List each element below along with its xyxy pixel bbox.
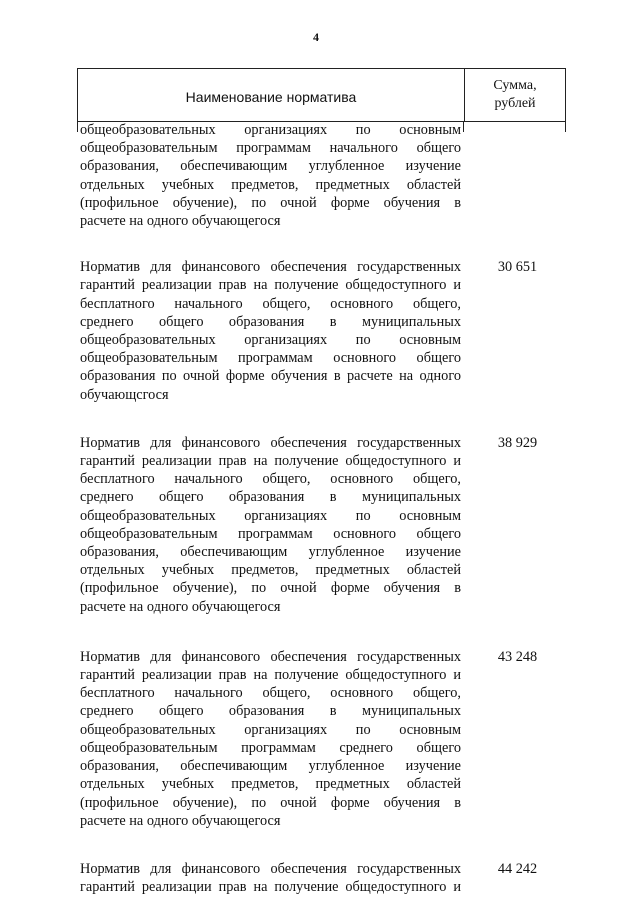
- text-line: Норматив для финансового обеспечения государственных: [80, 259, 461, 276]
- text-line: обучающсгося: [80, 386, 169, 403]
- page-number: 4: [313, 30, 319, 44]
- table-row: [80, 860, 566, 896]
- header-name-column: Наименование норматива: [185, 89, 357, 105]
- table-row: [80, 258, 566, 404]
- norm-amount: 44 242: [497, 860, 538, 877]
- text-line: (профильное обучение), по очной форме обучения в: [80, 580, 461, 597]
- norm-description: [80, 648, 461, 830]
- text-line: образования, обеспечивающим углубленное изучение: [80, 544, 461, 561]
- text-line: общеобразовательных организациях по основным: [80, 122, 461, 138]
- text-line: бесплатного начального общего, основного общего,: [80, 685, 461, 702]
- text-line: отдельных учебных предметов, предметных областей: [80, 562, 461, 579]
- table-header: [77, 68, 566, 122]
- text-line: общеобразовательных организациях по основным: [80, 721, 461, 738]
- text-line: общеобразовательным программам основного общего: [80, 525, 461, 542]
- table-row: [80, 648, 566, 830]
- text-line: общеобразовательных организациях по основным: [80, 507, 461, 524]
- text-line: общеобразовательных организациях по основным: [80, 332, 461, 349]
- text-line: гарантий реализации прав на получение общедоступного и: [80, 667, 461, 684]
- text-line: отдельных учебных предметов, предметных областей: [80, 776, 461, 793]
- norm-amount: 38 929: [497, 434, 538, 451]
- text-line: расчете на одного обучающегося: [80, 598, 281, 615]
- table-row: [80, 121, 566, 230]
- text-line: среднего общего образования в муниципальных: [80, 703, 461, 720]
- text-line: среднего общего образования в муниципальных: [80, 489, 461, 506]
- text-line: общеобразовательным программам среднего общего: [80, 739, 461, 756]
- norm-amount: 43 248: [497, 648, 538, 665]
- norm-description: [80, 434, 461, 616]
- text-line: Норматив для финансового обеспечения государственных: [80, 648, 461, 665]
- text-line: (профильное обучение), по очной форме обучения в: [80, 194, 461, 211]
- text-line: среднего общего образования в муниципальных: [80, 313, 461, 330]
- text-line: бесплатного начального общего, основного общего,: [80, 471, 461, 488]
- norm-description: [80, 860, 461, 896]
- header-sum-column: Сумма, рублей: [464, 69, 565, 121]
- text-line: Норматив для финансового обеспечения государственных: [80, 434, 461, 451]
- norm-description: [80, 258, 461, 404]
- text-line: (профильное обучение), по очной форме обучения в: [80, 794, 461, 811]
- text-line: отдельных учебных предметов, предметных областей: [80, 176, 461, 193]
- table-row: [80, 434, 566, 616]
- text-line: общеобразовательным программам начального общего: [80, 140, 461, 157]
- table-body: [80, 121, 566, 896]
- text-line: расчете на одного обучающегося: [80, 812, 281, 829]
- norm-description: [80, 121, 461, 230]
- column-border-left: [77, 122, 78, 132]
- text-line: гарантий реализации прав на получение общедоступного и: [80, 879, 461, 896]
- text-line: гарантий реализации прав на получение общедоступного и: [80, 453, 461, 470]
- text-line: образования, обеспечивающим углубленное изучение: [80, 158, 461, 175]
- text-line: гарантий реализации прав на получение общедоступного и: [80, 277, 461, 294]
- text-line: бесплатного начального общего, основного общего,: [80, 295, 461, 312]
- text-line: расчете на одного обучающегося: [80, 213, 281, 230]
- text-line: общеобразовательным программам основного общего: [80, 350, 461, 367]
- norm-amount: 30 651: [497, 259, 538, 276]
- text-line: образования по очной форме обучения в расчете на одного: [80, 368, 461, 385]
- text-line: образования, обеспечивающим углубленное изучение: [80, 758, 461, 775]
- text-line: Норматив для финансового обеспечения государственных: [80, 860, 461, 877]
